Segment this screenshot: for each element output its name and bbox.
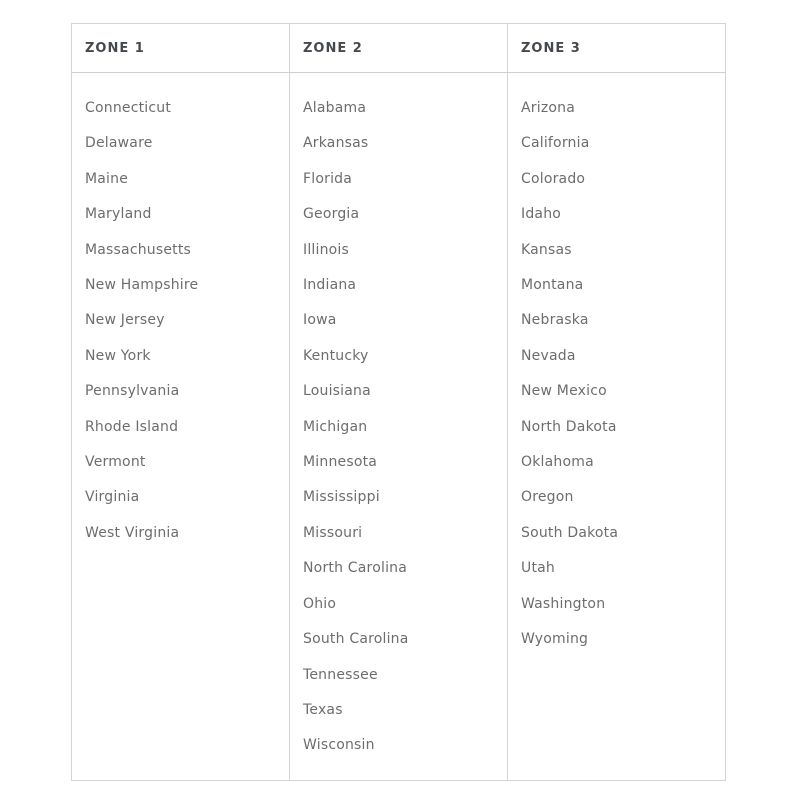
state-item: Texas	[303, 701, 343, 718]
state-item: Minnesota	[303, 454, 378, 471]
state-item: Maryland	[85, 206, 152, 223]
column-header-zone-1: ZONE 1	[72, 24, 290, 72]
zone-3-cell	[508, 73, 725, 780]
state-item: Oregon	[521, 489, 574, 506]
state-item: West Virginia	[85, 524, 180, 541]
zone-2-cell	[290, 73, 508, 780]
state-item: Kentucky	[303, 347, 369, 364]
state-item: South Dakota	[521, 524, 619, 541]
state-item: Mississippi	[303, 489, 380, 506]
state-item: Delaware	[85, 135, 153, 152]
state-item: Utah	[521, 560, 555, 577]
state-item: Maine	[85, 170, 129, 187]
state-item: Missouri	[303, 524, 363, 541]
state-item: Nebraska	[521, 312, 589, 329]
state-item: Colorado	[521, 170, 586, 187]
state-item: Pennsylvania	[85, 383, 180, 400]
zone-2-state-list	[303, 91, 497, 764]
state-item: Idaho	[521, 206, 562, 223]
state-item: Illinois	[303, 241, 350, 258]
state-item: New Mexico	[521, 383, 607, 400]
state-item: Wisconsin	[303, 737, 375, 754]
state-item: Tennessee	[303, 666, 378, 683]
state-item: Georgia	[303, 206, 360, 223]
state-item: North Dakota	[521, 418, 617, 435]
state-item: Indiana	[303, 277, 357, 294]
state-item: New Hampshire	[85, 277, 199, 294]
state-item: Nevada	[521, 347, 576, 364]
state-item: Michigan	[303, 418, 368, 435]
state-item: Oklahoma	[521, 454, 594, 471]
state-item: Connecticut	[85, 100, 172, 116]
state-item: Washington	[521, 595, 606, 612]
zone-1-cell	[72, 73, 290, 780]
state-item: South Carolina	[303, 631, 409, 648]
column-header-zone-2: ZONE 2	[290, 24, 508, 72]
state-item: New Jersey	[85, 312, 165, 329]
state-item: Rhode Island	[85, 418, 179, 435]
zone-3-state-list	[521, 91, 715, 658]
state-item: California	[521, 135, 590, 152]
state-item: Kansas	[521, 241, 572, 258]
table-header-row	[72, 24, 725, 73]
state-item: Arizona	[521, 100, 575, 116]
state-item: Massachusetts	[85, 241, 192, 258]
state-item: Virginia	[85, 489, 140, 506]
state-item: Vermont	[85, 454, 146, 471]
state-item: Iowa	[303, 312, 337, 329]
zone-1-state-list	[85, 91, 279, 551]
shipping-zones-table	[71, 23, 726, 781]
column-header-zone-3: ZONE 3	[521, 40, 581, 56]
state-item: Wyoming	[521, 631, 589, 648]
state-item: North Carolina	[303, 560, 408, 577]
state-item: Louisiana	[303, 383, 371, 400]
state-item: Florida	[303, 170, 353, 187]
state-item: New York	[85, 347, 151, 364]
state-item: Montana	[521, 277, 584, 294]
table-body-row	[72, 73, 725, 780]
state-item: Ohio	[303, 595, 337, 612]
state-item: Alabama	[303, 100, 367, 116]
state-item: Arkansas	[303, 135, 369, 152]
